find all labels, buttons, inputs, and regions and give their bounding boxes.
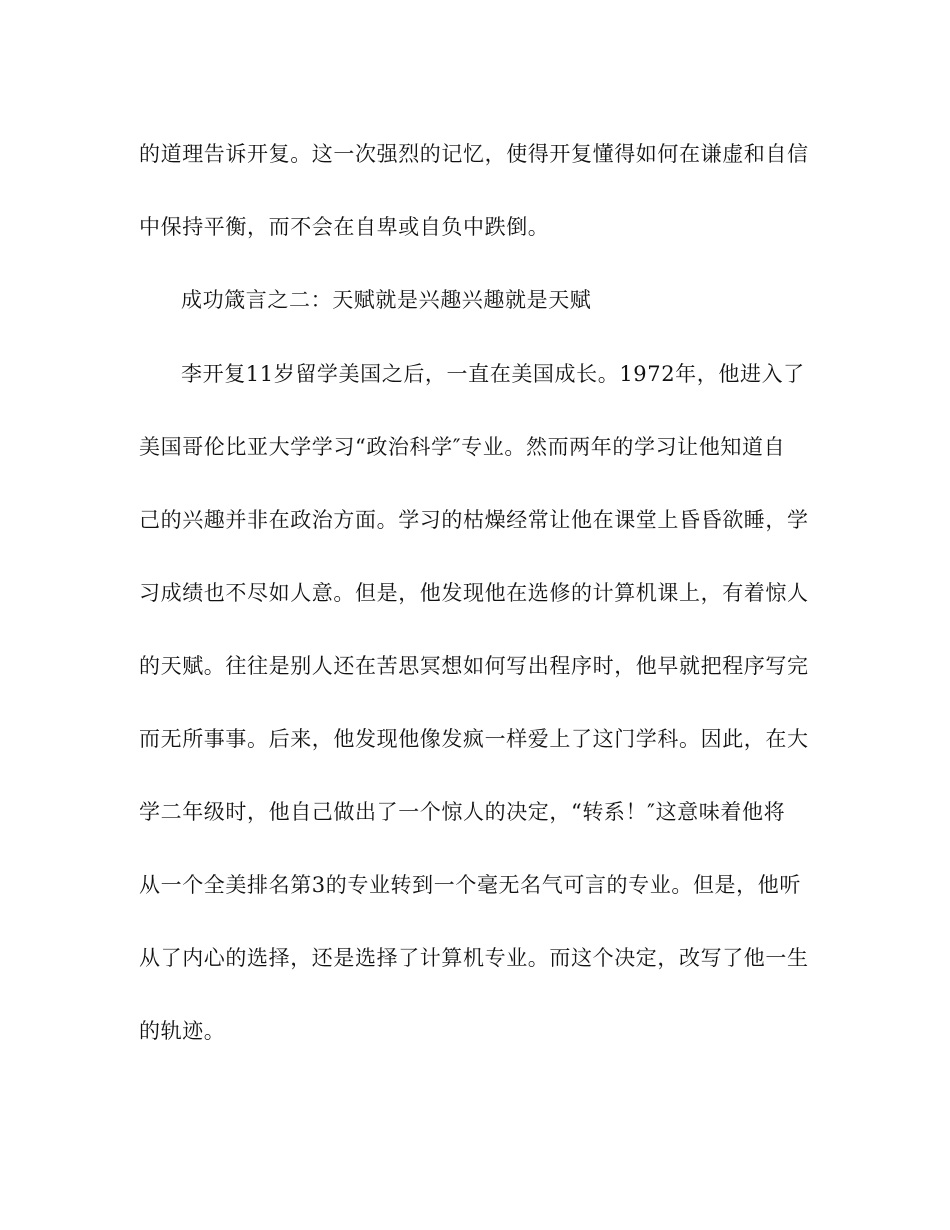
text-line: 习成绩也不尽如人意。但是，他发现他在选修的计算机课上，有着惊人 bbox=[139, 581, 809, 605]
text-line: 而无所事事。后来，他发现他像发疯一样爱上了这门学科。因此，在大 bbox=[139, 727, 809, 751]
text-line: 己的兴趣并非在政治方面。学习的枯燥经常让他在课堂上昏昏欲睡，学 bbox=[139, 508, 809, 532]
text-line: 的道理告诉开复。这一次强烈的记忆，使得开复懂得如何在谦虚和自信 bbox=[139, 142, 809, 166]
text-line: 中保持平衡，而不会在自卑或自负中跌倒。 bbox=[139, 215, 550, 239]
text-line: 从一个全美排名第3的专业转到一个毫无名气可言的专业。但是，他听 bbox=[139, 873, 801, 897]
text-line: 学二年级时，他自己做出了一个惊人的决定，“转系！″这意味着他将 bbox=[139, 800, 786, 824]
text-line: 从了内心的选择，还是选择了计算机专业。而这个决定，改写了他一生 bbox=[139, 946, 809, 970]
text-line: 的轨迹。 bbox=[139, 1019, 226, 1043]
text-line: 美国哥伦比亚大学学习“政治科学″专业。然而两年的学习让他知道自 bbox=[139, 435, 786, 459]
section-heading: 成功箴言之二：天赋就是兴趣兴趣就是天赋 bbox=[181, 288, 592, 312]
text-line: 的天赋。往往是别人还在苦思冥想如何写出程序时，他早就把程序写完 bbox=[139, 654, 809, 678]
paragraph-start: 李开复11岁留学美国之后，一直在美国成长。1972年，他进入了 bbox=[181, 362, 805, 386]
